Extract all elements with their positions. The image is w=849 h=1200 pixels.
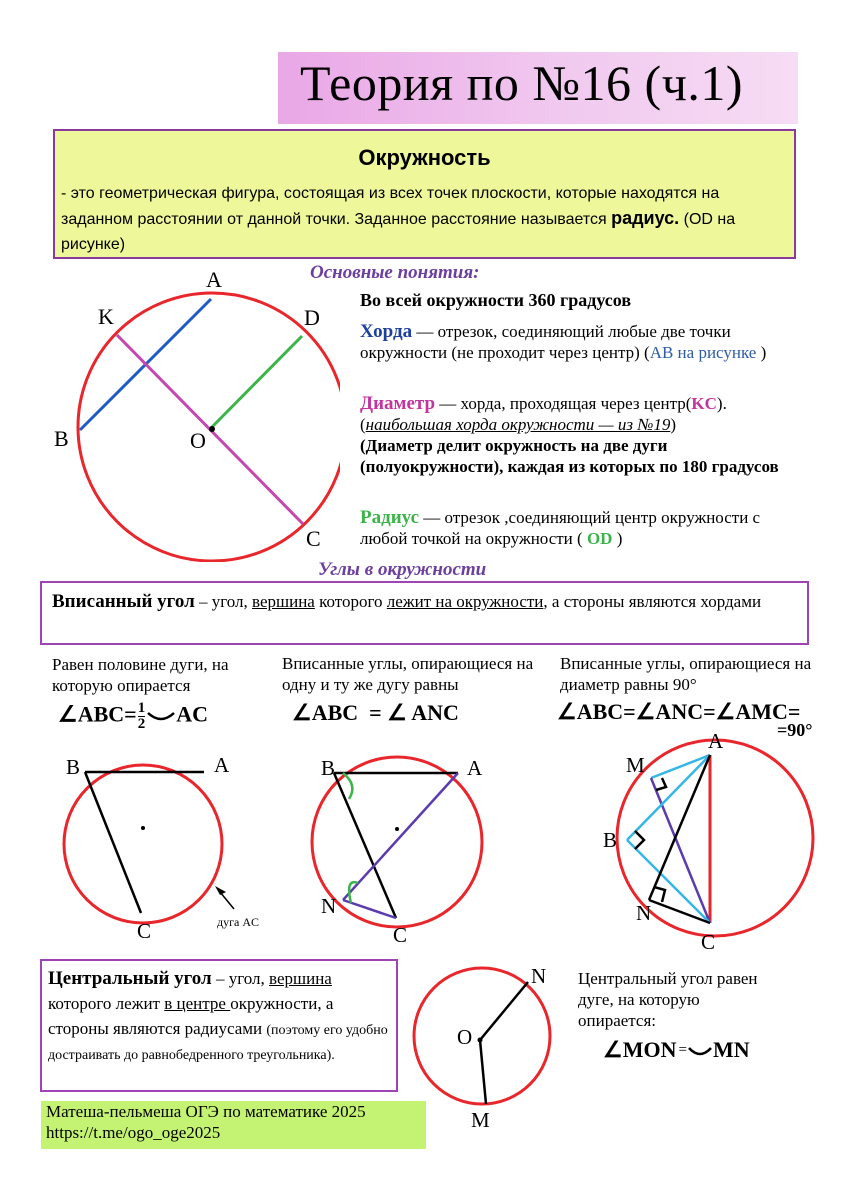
central-text-3: окружности, а стороны являются радиусами (48, 994, 334, 1038)
col1-label-c: C (137, 919, 152, 943)
arrow-icon (220, 892, 234, 909)
col2-formula: ∠ABC = ∠ ANC (292, 700, 459, 725)
col3-chord-mc (651, 778, 710, 923)
inscribed-text-2: которого (314, 592, 387, 611)
col3-label-a: A (708, 730, 724, 753)
radius-od (212, 336, 302, 427)
col1-fraction (138, 701, 146, 732)
inscribed-text-3: , а стороны являются хордами (543, 592, 762, 611)
inscribed-underline-2: лежит на окружности (386, 592, 544, 611)
definition-text-part: - это геометрическая фигура, состоящая из всех точек плоскости, которые находятся на заданном расстоянии от данной точки. Заданное расстояние называется (61, 185, 720, 228)
chord-definition (360, 321, 790, 363)
col1-formula (58, 701, 208, 732)
footer-line-1: Матеша-пельмеша ОГЭ по математике 2025 (46, 1102, 366, 1121)
diameter-end: ). (716, 394, 727, 413)
footer-box (41, 1101, 426, 1149)
chord-term: Хорда (360, 321, 413, 342)
arc-symbol-icon (687, 1045, 713, 1059)
col3-diagram (590, 730, 830, 960)
col1-frac-den: 2 (137, 716, 146, 732)
col3-label-n: N (636, 901, 652, 925)
diameter-definition (360, 393, 805, 477)
inscribed-text-1: – угол, (194, 592, 253, 611)
central-formula (603, 1037, 750, 1063)
basics-heading-text: Основные понятия (310, 262, 474, 283)
central-formula-left: ∠MON (603, 1037, 677, 1062)
label-d: D (304, 305, 320, 330)
central-angle-text (48, 966, 393, 1066)
central-angle-box (40, 959, 398, 1092)
diameter-bold-note: (Диаметр делит окружность на две дуги (полуокружности), каждая из которых по 180 градусов (360, 436, 779, 476)
inscribed-underline-1: вершина (252, 592, 315, 611)
col1-label-b: B (66, 755, 81, 779)
col3-text: Вписанные углы, опирающиеся на диаметр равны 90° (560, 654, 812, 694)
basics-heading (310, 262, 479, 284)
label-o: O (190, 428, 206, 453)
central-underline-1: вершина (269, 969, 332, 988)
col3-chord-na (649, 755, 710, 900)
col2-label-a: A (467, 756, 483, 780)
col1-frac-num: 1 (137, 700, 146, 716)
col1-label-a: A (214, 753, 230, 777)
central-label-m: M (471, 1108, 490, 1132)
col3-right-angle-b (635, 831, 644, 849)
definition-heading: Окружность (358, 145, 491, 170)
central-text-1: – угол, (211, 969, 270, 988)
diameter-text: — хорда, проходящая через центр( (435, 394, 692, 413)
inscribed-angle-text (52, 590, 802, 613)
diameter-note-open: ( (360, 415, 366, 434)
angles-heading: Углы в окружности (318, 559, 487, 580)
col3-label-c: C (701, 930, 716, 954)
radius-text: — отрезок ,соединяющий центр окружности с любой точкой на окружности ( (360, 508, 761, 548)
col1-chord-bc (85, 772, 141, 913)
label-a: A (206, 267, 222, 292)
label-c: C (306, 526, 321, 551)
col2-text: Вписанные углы, опирающиеся на одну и ту же дугу равны (282, 654, 534, 694)
main-circle-diagram (40, 262, 340, 562)
col3-formula: ∠ABC=∠ANC=∠AMC= (557, 699, 801, 724)
central-small-note: (поэтому его удобно достраивать до равнобедренного треугольника). (48, 1023, 388, 1063)
definition-bold-word: радиус. (611, 208, 680, 228)
col2-label-c: C (393, 923, 408, 945)
central-label-n: N (531, 964, 547, 988)
radius-definition (360, 507, 800, 549)
page-title: Теория по №16 (ч.1) (300, 55, 743, 111)
central-formula-right: MN (712, 1037, 750, 1062)
col3-formula-tail: =90° (777, 720, 813, 740)
col2-label-b: B (321, 756, 336, 780)
central-center (478, 1038, 483, 1043)
central-rule-text: Центральный угол равен дуге, на которую опирается: (578, 969, 758, 1030)
footer-link[interactable]: https://t.me/ogo_oge2025 (46, 1123, 221, 1142)
basics-heading-colon: : (473, 262, 480, 283)
full-circle-note: Во всей окружности 360 градусов (360, 290, 632, 310)
diameter-term: Диаметр (360, 393, 436, 414)
definition-text (61, 181, 789, 257)
col3-label-b: B (603, 828, 618, 852)
central-diagram (400, 958, 580, 1138)
label-k: K (98, 304, 114, 329)
col2-diagram (300, 745, 530, 945)
arrow-head-icon (215, 886, 226, 895)
central-radius-om (480, 1040, 486, 1104)
central-label-o: O (457, 1025, 473, 1049)
central-underline-2: в центре (164, 994, 231, 1013)
label-b: B (54, 426, 69, 451)
chord-ref: AB на рисунке (649, 343, 757, 362)
radius-end: ) (612, 529, 623, 548)
central-term: Центральный угол (48, 968, 212, 989)
col2-center (395, 827, 399, 831)
chord-text: — отрезок, соединяющий любые две точки окружности (не проходит через центр) ( (360, 322, 731, 362)
central-text-2: которого лежит (48, 994, 165, 1013)
col3-right-angle-m (656, 778, 666, 790)
inscribed-angle-box (40, 581, 809, 645)
col1-circle (64, 765, 222, 923)
col1-diagram (40, 745, 300, 945)
arc-symbol-icon (146, 710, 176, 724)
central-radius-on (480, 982, 528, 1040)
col1-formula-right: AC (176, 701, 208, 727)
col1-formula-left: ∠ABC= (58, 701, 137, 727)
col1-text: Равен половине дуги, на которую опирается (52, 655, 229, 695)
radius-term: Радиус (360, 507, 420, 528)
radius-ref: OD (586, 529, 613, 548)
inscribed-term: Вписанный угол (52, 591, 195, 612)
col1-center (141, 826, 145, 830)
col1-arc-label: дуга AC (217, 915, 260, 929)
diameter-note: наибольшая хорда окружности — из №19 (365, 415, 671, 434)
col2-chord-bc (334, 773, 396, 918)
diameter-ref: KC (691, 394, 717, 413)
diameter-note-close: ) (670, 415, 677, 434)
definition-text-end: (OD на рисунке) (61, 211, 736, 253)
chord-end: ) (756, 343, 767, 362)
central-formula-eq: = (678, 1042, 687, 1058)
definition-box (53, 129, 796, 259)
col3-right-angle-n (654, 887, 665, 902)
center-point (209, 426, 215, 432)
col2-label-n: N (321, 894, 337, 918)
col3-label-m: M (626, 753, 645, 777)
